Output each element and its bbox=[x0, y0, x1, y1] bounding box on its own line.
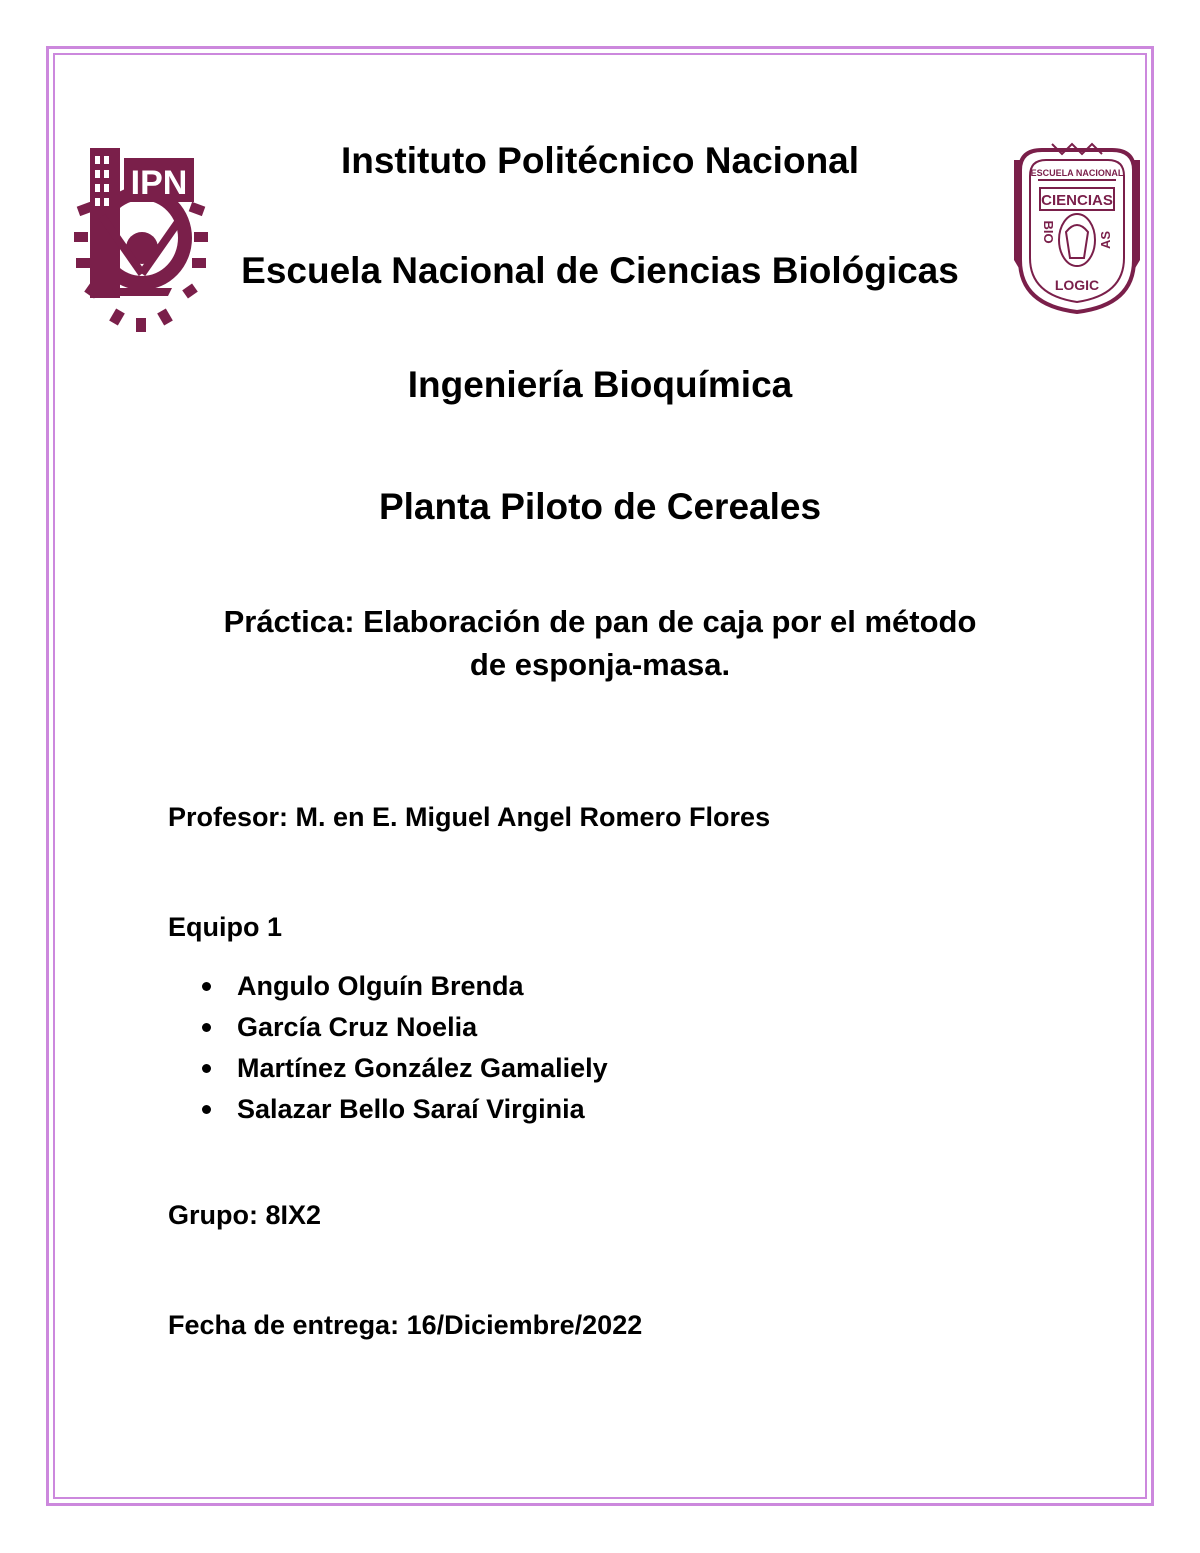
bullet-icon bbox=[202, 1064, 211, 1073]
member-name: Salazar Bello Saraí Virginia bbox=[237, 1094, 585, 1124]
professor-line: Profesor: M. en E. Miguel Angel Romero Flores bbox=[168, 802, 771, 832]
team-title: Equipo 1 bbox=[168, 912, 282, 942]
program-title: Ingeniería Bioquímica bbox=[407, 364, 793, 405]
group-line: Grupo: 8IX2 bbox=[168, 1200, 322, 1230]
encb-logo-left-text: BIO bbox=[1041, 220, 1056, 244]
encb-logo-top-text: ESCUELA NACIONAL bbox=[1030, 168, 1124, 178]
list-item bbox=[200, 1048, 608, 1089]
bullet-icon bbox=[202, 1023, 211, 1032]
institute-title: Instituto Politécnico Nacional bbox=[340, 140, 860, 181]
list-item bbox=[200, 966, 608, 1007]
practice-title-line-1: Práctica: Elaboración de pan de caja por el método bbox=[223, 604, 977, 639]
encb-logo-bottom-text: LOGIC bbox=[1054, 277, 1100, 293]
encb-logo-right-text: AS bbox=[1098, 230, 1113, 250]
delivery-date-line: Fecha de entrega: 16/Diciembre/2022 bbox=[168, 1310, 643, 1340]
bullet-icon bbox=[202, 982, 211, 991]
school-title: Escuela Nacional de Ciencias Biológicas bbox=[241, 250, 959, 291]
practice-title-line-2: de esponja-masa. bbox=[469, 647, 731, 682]
member-name: Angulo Olguín Brenda bbox=[237, 971, 524, 1001]
course-title: Planta Piloto de Cereales bbox=[378, 486, 822, 527]
team-member-list bbox=[200, 966, 608, 1130]
list-item bbox=[200, 1089, 608, 1130]
bullet-icon bbox=[202, 1105, 211, 1114]
list-item bbox=[200, 1007, 608, 1048]
ipn-logo-text: IPN bbox=[130, 164, 188, 202]
practice-title bbox=[150, 600, 1050, 686]
member-name: García Cruz Noelia bbox=[237, 1012, 478, 1042]
encb-logo-mid-text: CIENCIAS bbox=[1041, 192, 1113, 209]
member-name: Martínez González Gamaliely bbox=[237, 1053, 608, 1083]
